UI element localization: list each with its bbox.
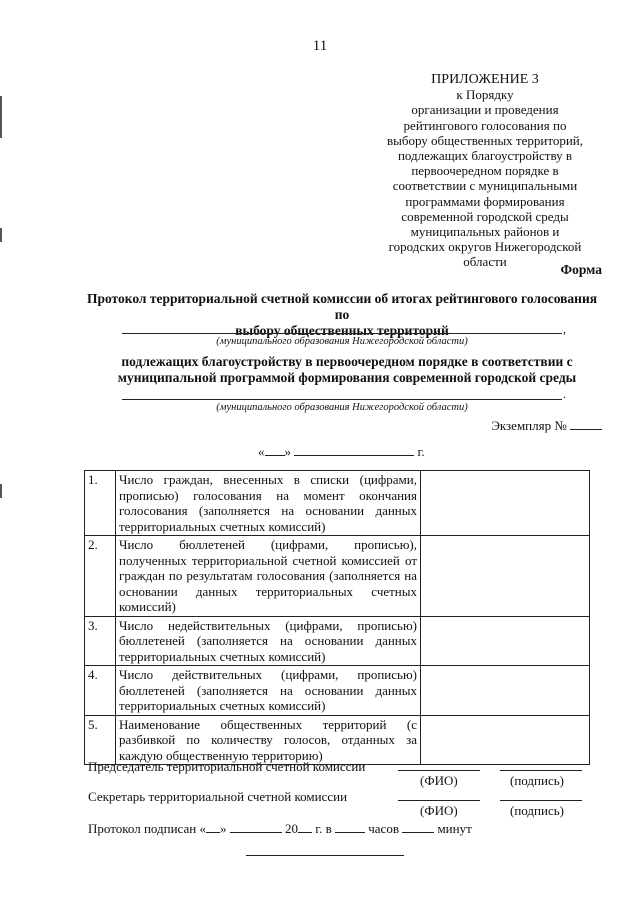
table-row [85, 666, 590, 716]
appendix-line: первоочередном порядке в [411, 163, 559, 179]
appendix-line: современной городской среды [401, 208, 569, 224]
municipality-line[interactable] [122, 333, 562, 334]
secretary-label: Секретарь территориальной счетной комиссии [88, 789, 348, 804]
date-day-field[interactable] [265, 444, 285, 456]
signed-hours-label: часов [368, 821, 399, 836]
table-row [85, 616, 590, 666]
scan-edge-mark [0, 228, 2, 242]
appendix-line: муниципальных районов и [410, 224, 560, 240]
copy-number-label: Экземпляр № [491, 418, 567, 433]
row-text: Число действительных (цифрами, прописью) бюллетеней (заполняется на основании данных территориальных счетных комиссий) [116, 666, 421, 716]
row-number: 1. [85, 471, 116, 536]
title-line: Протокол территориальной счетной комиссии об итогах рейтингового голосования по [86, 291, 598, 322]
signed-minutes-label: минут [437, 821, 472, 836]
signed-day-field[interactable] [206, 821, 220, 833]
appendix-line: выбору общественных территорий, [386, 132, 584, 148]
subtitle-line: подлежащих благоустройству в первоочередном порядке в соответствии с [121, 354, 573, 369]
appendix-line: к Порядку [456, 87, 514, 103]
row-text: Число граждан, внесенных в списки (цифрами, прописью) голосования на момент окончания голосования (заполняется на основании данных территориальных счетных комиссий) [116, 471, 421, 536]
appendix-line: области [463, 254, 507, 270]
row-text: Число недействительных (цифрами, прописью) бюллетеней (заполняется на основании данных территориальных счетных комиссий) [116, 616, 421, 666]
line-period: . [563, 387, 566, 401]
row-number: 5. [85, 715, 116, 765]
signed-hours-field[interactable] [335, 821, 365, 833]
secretary-fio-label: (ФИО) [420, 803, 458, 818]
date-line [258, 444, 425, 460]
chairman-signature-line[interactable] [500, 770, 582, 771]
row-value-cell[interactable] [421, 616, 590, 666]
chairman-label: Председатель территориальной счетной комиссии [88, 759, 366, 774]
signed-year-prefix: 20 [284, 821, 298, 836]
title-line: выбору общественных территорий [235, 323, 449, 338]
chairman-signature-label: (подпись) [510, 773, 564, 788]
appendix-block [378, 72, 592, 270]
appendix-line: программами формирования [405, 193, 565, 209]
table-row [85, 471, 590, 536]
secretary-signature-label: (подпись) [510, 803, 564, 818]
row-number: 2. [85, 536, 116, 617]
signed-prefix: Протокол подписан « [88, 821, 206, 836]
signed-year-suffix: г. в [315, 821, 332, 836]
row-text: Число бюллетеней (цифрами, прописью), полученных территориальной счетной комиссией от граждан по результатам голосования (заполняется на основании данных территориальных счетных комиссий) [116, 536, 421, 617]
appendix-line: рейтингового голосования по [403, 117, 567, 133]
municipality-caption: (муниципального образования Нижегородской области) [216, 336, 468, 347]
secretary-signature-line[interactable] [500, 800, 582, 801]
page-number: 11 [312, 38, 328, 54]
chairman-fio-label: (ФИО) [420, 773, 458, 788]
copy-number-field[interactable] [570, 418, 602, 430]
appendix-line: организации и проведения [411, 102, 559, 118]
line-comma: , [563, 322, 566, 336]
appendix-line: городских округов Нижегородской [388, 239, 582, 255]
scan-edge-mark [0, 484, 2, 498]
signed-close-quote: » [219, 821, 227, 836]
signed-minutes-field[interactable] [402, 821, 434, 833]
row-number: 3. [85, 616, 116, 666]
protocol-signed-line [88, 821, 472, 837]
form-label: Форма [560, 262, 602, 277]
protocol-table [84, 470, 590, 765]
municipality-line[interactable] [122, 399, 562, 400]
row-value-cell[interactable] [421, 536, 590, 617]
signed-month-field[interactable] [230, 821, 282, 833]
copy-number [491, 418, 602, 434]
date-open-quote: « [258, 444, 265, 459]
row-number: 4. [85, 666, 116, 716]
document-title [82, 291, 602, 339]
date-month-field[interactable] [294, 444, 414, 456]
row-value-cell[interactable] [421, 715, 590, 765]
document-subtitle [92, 354, 602, 386]
chairman-fio-line[interactable] [398, 770, 480, 771]
scan-edge-mark [0, 96, 2, 138]
appendix-line: подлежащих благоустройству в [397, 148, 573, 164]
appendix-title: ПРИЛОЖЕНИЕ 3 [431, 72, 539, 87]
date-close-quote: » [284, 444, 291, 459]
table-row [85, 715, 590, 765]
bottom-signature-line[interactable] [246, 855, 404, 856]
row-value-cell[interactable] [421, 471, 590, 536]
subtitle-line: муниципальной программой формирования современной городской среды [117, 370, 577, 385]
date-year-suffix: г. [417, 444, 425, 459]
municipality-caption: (муниципального образования Нижегородской области) [216, 402, 468, 413]
appendix-line: соответствии с муниципальными [392, 178, 578, 194]
signed-year-field[interactable] [298, 821, 312, 833]
secretary-fio-line[interactable] [398, 800, 480, 801]
table-row [85, 536, 590, 617]
row-text: Наименование общественных территорий (с разбивкой по количеству голосов, отданных за каждую общественную территорию) [116, 715, 421, 765]
row-value-cell[interactable] [421, 666, 590, 716]
